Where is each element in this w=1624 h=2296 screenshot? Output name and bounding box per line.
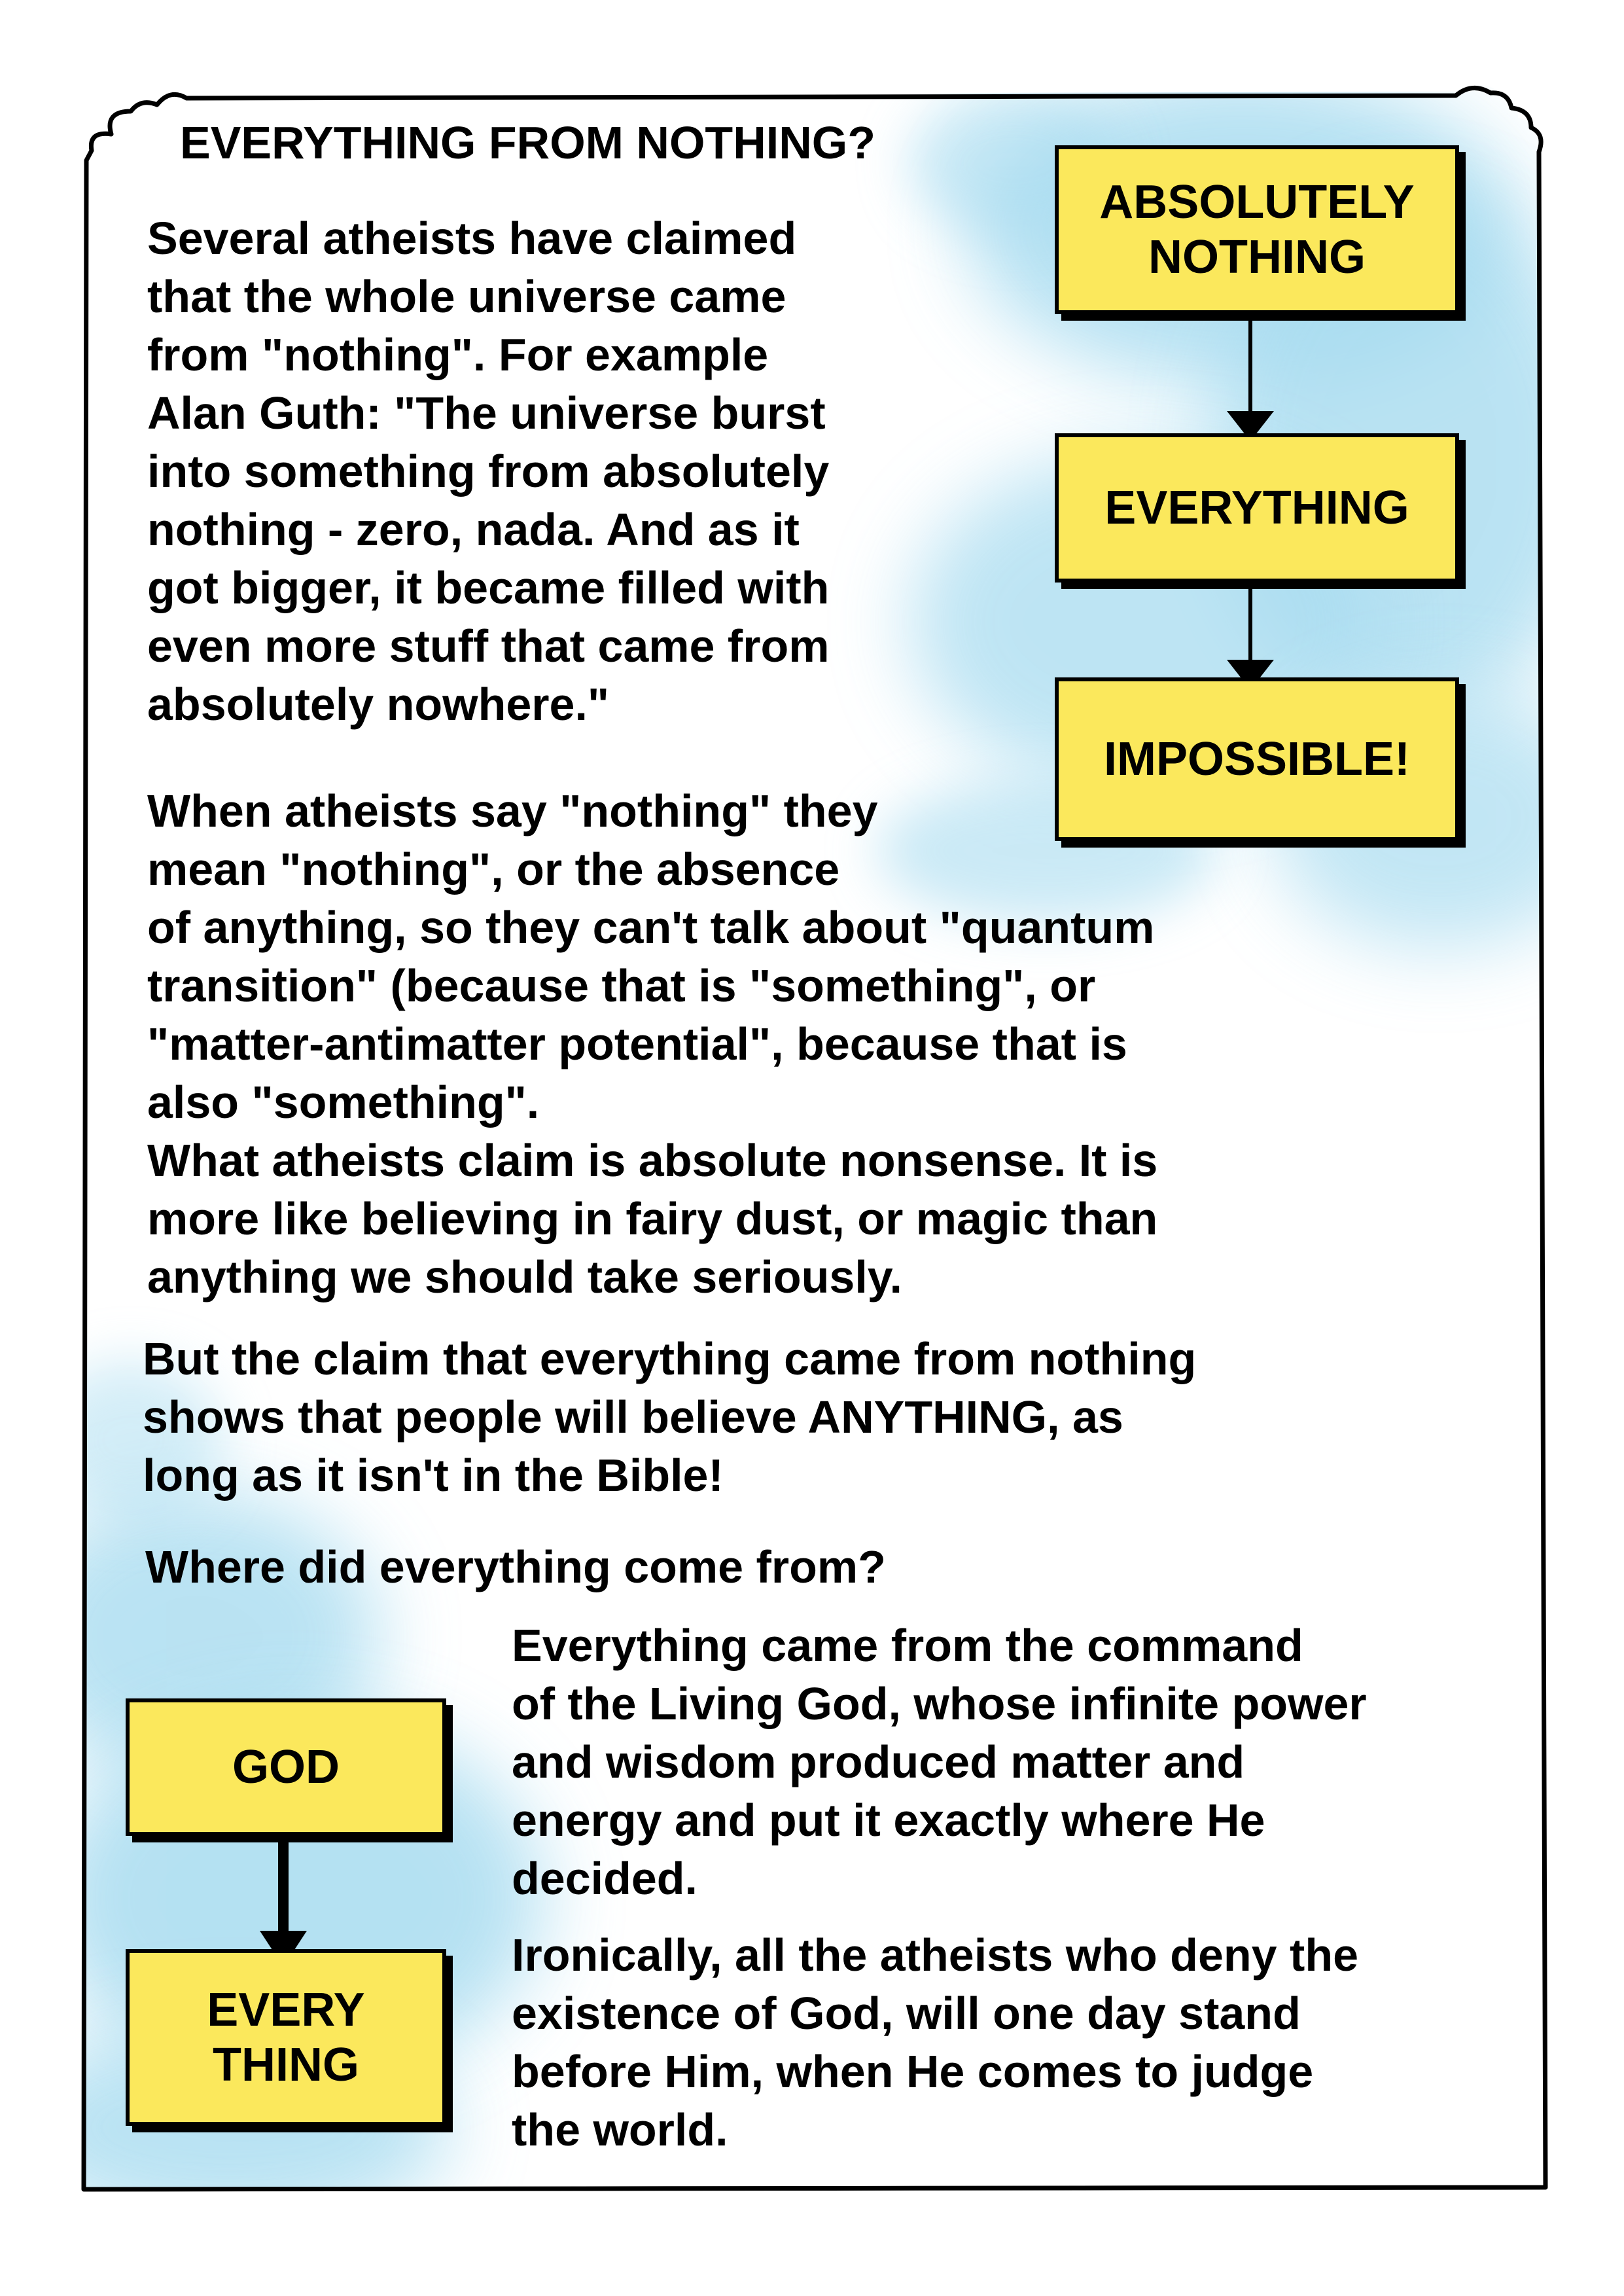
arrow-god-to-everything	[278, 1840, 289, 1939]
paragraph-intro: Several atheists have claimed that the whole universe came from "nothing". For example Alan Guth: "The universe burst into something from absolutely nothing - zero, nada. And as it got bigger, it became filled with even more stuff that came from absolutely nowhere."	[147, 213, 830, 730]
arrow-nothing-to-everything	[1248, 318, 1252, 418]
box-everything	[1055, 433, 1459, 583]
question-where-from: Where did everything come from?	[145, 1541, 886, 1592]
box-everything-label: EVERYTHING	[1104, 482, 1409, 534]
paragraph-nothing-definition: When atheists say "nothing" they mean "nothing", or the absence of anything, so they can't talk about "quantum transition" (because that is "something", or "matter-antimatter potential", because that is also "something". What atheists claim is absolute nonsense. It is more like believing in fairy dust, or magic than anything we should take seriously.	[147, 785, 1158, 1302]
box-god-label: GOD	[232, 1741, 340, 1793]
box-every-thing-label: EVERY THING	[207, 1984, 365, 2091]
page-title: EVERYTHING FROM NOTHING?	[180, 117, 875, 168]
box-impossible	[1055, 677, 1459, 841]
box-god	[126, 1698, 446, 1836]
box-absolutely-nothing-label: ABSOLUTELY NOTHING	[1099, 176, 1415, 283]
paragraph-believe-anything: But the claim that everything came from nothing shows that people will believe ANYTHING, as long as it isn't in the Bible!	[143, 1333, 1197, 1501]
box-every-thing	[126, 1949, 446, 2126]
box-absolutely-nothing	[1055, 145, 1459, 314]
paragraph-living-god: Everything came from the command of the Living God, whose infinite power and wisdom produced matter and energy and put it exactly where He decided.	[512, 1620, 1367, 1904]
box-impossible-label: IMPOSSIBLE!	[1103, 733, 1411, 785]
arrow-everything-to-impossible	[1248, 586, 1252, 666]
paragraph-judgement: Ironically, all the atheists who deny the existence of God, will one day stand before Him, when He comes to judge the world.	[512, 1929, 1359, 2155]
